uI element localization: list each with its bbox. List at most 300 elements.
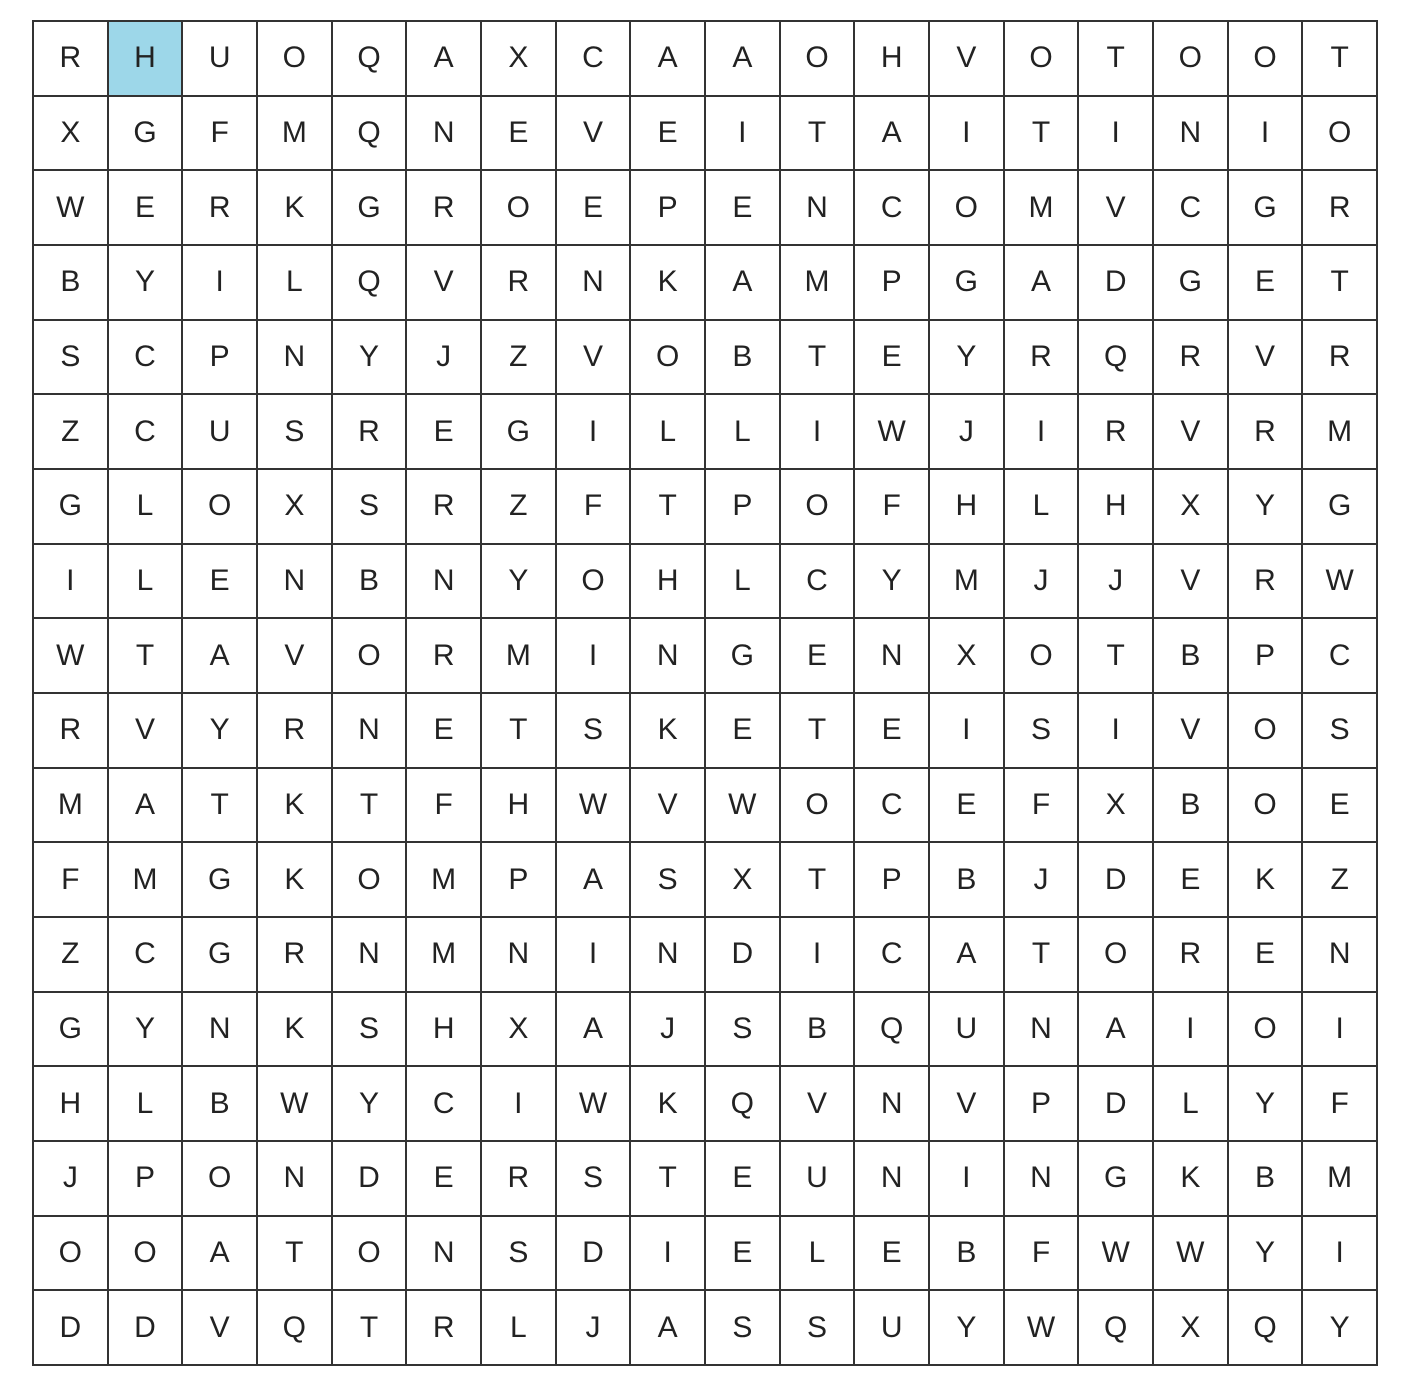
grid-cell-r11-c15[interactable]: E [1154, 843, 1229, 918]
grid-cell-r7-c15[interactable]: V [1154, 545, 1229, 620]
grid-cell-r8-c7[interactable]: I [557, 619, 632, 694]
grid-cell-r17-c2[interactable]: V [183, 1291, 258, 1366]
grid-cell-r12-c2[interactable]: G [183, 918, 258, 993]
grid-cell-r11-c1[interactable]: M [109, 843, 184, 918]
grid-cell-r9-c13[interactable]: S [1005, 694, 1080, 769]
grid-cell-r2-c4[interactable]: G [333, 171, 408, 246]
grid-cell-r3-c16[interactable]: E [1229, 246, 1304, 321]
grid-cell-r15-c3[interactable]: N [258, 1142, 333, 1217]
grid-cell-r16-c0[interactable]: O [34, 1217, 109, 1292]
grid-cell-r1-c11[interactable]: A [855, 97, 930, 172]
grid-cell-r6-c6[interactable]: Z [482, 470, 557, 545]
grid-cell-r16-c16[interactable]: Y [1229, 1217, 1304, 1292]
grid-cell-r10-c16[interactable]: O [1229, 769, 1304, 844]
grid-cell-r6-c3[interactable]: X [258, 470, 333, 545]
grid-cell-r15-c0[interactable]: J [34, 1142, 109, 1217]
grid-cell-r9-c7[interactable]: S [557, 694, 632, 769]
grid-cell-r4-c12[interactable]: Y [930, 321, 1005, 396]
grid-cell-r16-c8[interactable]: I [631, 1217, 706, 1292]
grid-cell-r14-c16[interactable]: Y [1229, 1067, 1304, 1142]
grid-cell-r6-c17[interactable]: G [1303, 470, 1378, 545]
grid-cell-r17-c13[interactable]: W [1005, 1291, 1080, 1366]
grid-cell-r11-c13[interactable]: J [1005, 843, 1080, 918]
grid-cell-r7-c3[interactable]: N [258, 545, 333, 620]
grid-cell-r4-c3[interactable]: N [258, 321, 333, 396]
grid-cell-r2-c1[interactable]: E [109, 171, 184, 246]
grid-cell-r0-c14[interactable]: T [1079, 22, 1154, 97]
grid-cell-r2-c9[interactable]: E [706, 171, 781, 246]
grid-cell-r9-c8[interactable]: K [631, 694, 706, 769]
grid-cell-r5-c1[interactable]: C [109, 395, 184, 470]
grid-cell-r0-c3[interactable]: O [258, 22, 333, 97]
grid-cell-r5-c4[interactable]: R [333, 395, 408, 470]
grid-cell-r5-c6[interactable]: G [482, 395, 557, 470]
grid-cell-r12-c14[interactable]: O [1079, 918, 1154, 993]
grid-cell-r16-c14[interactable]: W [1079, 1217, 1154, 1292]
grid-cell-r15-c6[interactable]: R [482, 1142, 557, 1217]
grid-cell-r12-c9[interactable]: D [706, 918, 781, 993]
grid-cell-r3-c5[interactable]: V [407, 246, 482, 321]
grid-cell-r10-c12[interactable]: E [930, 769, 1005, 844]
grid-cell-r9-c14[interactable]: I [1079, 694, 1154, 769]
grid-cell-r13-c12[interactable]: U [930, 993, 1005, 1068]
grid-cell-r1-c2[interactable]: F [183, 97, 258, 172]
grid-cell-r0-c12[interactable]: V [930, 22, 1005, 97]
grid-cell-r14-c6[interactable]: I [482, 1067, 557, 1142]
grid-cell-r17-c9[interactable]: S [706, 1291, 781, 1366]
grid-cell-r4-c8[interactable]: O [631, 321, 706, 396]
grid-cell-r9-c4[interactable]: N [333, 694, 408, 769]
grid-cell-r17-c5[interactable]: R [407, 1291, 482, 1366]
grid-cell-r6-c4[interactable]: S [333, 470, 408, 545]
grid-cell-r16-c2[interactable]: A [183, 1217, 258, 1292]
grid-cell-r17-c6[interactable]: L [482, 1291, 557, 1366]
grid-cell-r0-c1[interactable]: H [109, 22, 184, 97]
grid-cell-r12-c16[interactable]: E [1229, 918, 1304, 993]
grid-cell-r12-c4[interactable]: N [333, 918, 408, 993]
grid-cell-r9-c10[interactable]: T [781, 694, 856, 769]
grid-cell-r16-c7[interactable]: D [557, 1217, 632, 1292]
grid-cell-r16-c3[interactable]: T [258, 1217, 333, 1292]
grid-cell-r15-c11[interactable]: N [855, 1142, 930, 1217]
grid-cell-r16-c10[interactable]: L [781, 1217, 856, 1292]
grid-cell-r4-c7[interactable]: V [557, 321, 632, 396]
grid-cell-r2-c5[interactable]: R [407, 171, 482, 246]
grid-cell-r11-c8[interactable]: S [631, 843, 706, 918]
grid-cell-r4-c10[interactable]: T [781, 321, 856, 396]
grid-cell-r17-c14[interactable]: Q [1079, 1291, 1154, 1366]
grid-cell-r11-c4[interactable]: O [333, 843, 408, 918]
grid-cell-r12-c10[interactable]: I [781, 918, 856, 993]
grid-cell-r4-c6[interactable]: Z [482, 321, 557, 396]
grid-cell-r14-c17[interactable]: F [1303, 1067, 1378, 1142]
grid-cell-r2-c16[interactable]: G [1229, 171, 1304, 246]
grid-cell-r17-c8[interactable]: A [631, 1291, 706, 1366]
grid-cell-r14-c7[interactable]: W [557, 1067, 632, 1142]
grid-cell-r10-c6[interactable]: H [482, 769, 557, 844]
grid-cell-r6-c7[interactable]: F [557, 470, 632, 545]
grid-cell-r11-c14[interactable]: D [1079, 843, 1154, 918]
grid-cell-r4-c14[interactable]: Q [1079, 321, 1154, 396]
grid-cell-r3-c17[interactable]: T [1303, 246, 1378, 321]
grid-cell-r1-c13[interactable]: T [1005, 97, 1080, 172]
grid-cell-r1-c14[interactable]: I [1079, 97, 1154, 172]
grid-cell-r16-c12[interactable]: B [930, 1217, 1005, 1292]
grid-cell-r15-c5[interactable]: E [407, 1142, 482, 1217]
grid-cell-r6-c5[interactable]: R [407, 470, 482, 545]
grid-cell-r9-c2[interactable]: Y [183, 694, 258, 769]
grid-cell-r17-c17[interactable]: Y [1303, 1291, 1378, 1366]
grid-cell-r6-c2[interactable]: O [183, 470, 258, 545]
grid-cell-r15-c9[interactable]: E [706, 1142, 781, 1217]
grid-cell-r0-c2[interactable]: U [183, 22, 258, 97]
grid-cell-r14-c9[interactable]: Q [706, 1067, 781, 1142]
grid-cell-r11-c0[interactable]: F [34, 843, 109, 918]
grid-cell-r6-c16[interactable]: Y [1229, 470, 1304, 545]
grid-cell-r12-c17[interactable]: N [1303, 918, 1378, 993]
grid-cell-r9-c16[interactable]: O [1229, 694, 1304, 769]
grid-cell-r15-c4[interactable]: D [333, 1142, 408, 1217]
grid-cell-r6-c13[interactable]: L [1005, 470, 1080, 545]
grid-cell-r1-c6[interactable]: E [482, 97, 557, 172]
grid-cell-r10-c17[interactable]: E [1303, 769, 1378, 844]
grid-cell-r10-c14[interactable]: X [1079, 769, 1154, 844]
grid-cell-r2-c0[interactable]: W [34, 171, 109, 246]
grid-cell-r9-c1[interactable]: V [109, 694, 184, 769]
grid-cell-r13-c15[interactable]: I [1154, 993, 1229, 1068]
grid-cell-r15-c12[interactable]: I [930, 1142, 1005, 1217]
grid-cell-r16-c4[interactable]: O [333, 1217, 408, 1292]
grid-cell-r4-c1[interactable]: C [109, 321, 184, 396]
grid-cell-r8-c10[interactable]: E [781, 619, 856, 694]
grid-cell-r3-c12[interactable]: G [930, 246, 1005, 321]
grid-cell-r3-c2[interactable]: I [183, 246, 258, 321]
grid-cell-r3-c11[interactable]: P [855, 246, 930, 321]
grid-cell-r15-c10[interactable]: U [781, 1142, 856, 1217]
grid-cell-r9-c9[interactable]: E [706, 694, 781, 769]
grid-cell-r5-c17[interactable]: M [1303, 395, 1378, 470]
grid-cell-r4-c0[interactable]: S [34, 321, 109, 396]
grid-cell-r7-c7[interactable]: O [557, 545, 632, 620]
grid-cell-r12-c11[interactable]: C [855, 918, 930, 993]
grid-cell-r8-c11[interactable]: N [855, 619, 930, 694]
grid-cell-r7-c8[interactable]: H [631, 545, 706, 620]
grid-cell-r10-c9[interactable]: W [706, 769, 781, 844]
grid-cell-r5-c2[interactable]: U [183, 395, 258, 470]
grid-cell-r4-c4[interactable]: Y [333, 321, 408, 396]
grid-cell-r4-c16[interactable]: V [1229, 321, 1304, 396]
grid-cell-r8-c3[interactable]: V [258, 619, 333, 694]
grid-cell-r9-c11[interactable]: E [855, 694, 930, 769]
grid-cell-r7-c4[interactable]: B [333, 545, 408, 620]
grid-cell-r15-c15[interactable]: K [1154, 1142, 1229, 1217]
grid-cell-r13-c2[interactable]: N [183, 993, 258, 1068]
grid-cell-r16-c1[interactable]: O [109, 1217, 184, 1292]
grid-cell-r10-c3[interactable]: K [258, 769, 333, 844]
grid-cell-r3-c13[interactable]: A [1005, 246, 1080, 321]
grid-cell-r10-c0[interactable]: M [34, 769, 109, 844]
grid-cell-r14-c14[interactable]: D [1079, 1067, 1154, 1142]
grid-cell-r7-c1[interactable]: L [109, 545, 184, 620]
grid-cell-r0-c6[interactable]: X [482, 22, 557, 97]
grid-cell-r1-c1[interactable]: G [109, 97, 184, 172]
grid-cell-r14-c3[interactable]: W [258, 1067, 333, 1142]
grid-cell-r17-c4[interactable]: T [333, 1291, 408, 1366]
grid-cell-r16-c13[interactable]: F [1005, 1217, 1080, 1292]
grid-cell-r17-c3[interactable]: Q [258, 1291, 333, 1366]
grid-cell-r9-c5[interactable]: E [407, 694, 482, 769]
grid-cell-r17-c11[interactable]: U [855, 1291, 930, 1366]
grid-cell-r5-c7[interactable]: I [557, 395, 632, 470]
grid-cell-r10-c1[interactable]: A [109, 769, 184, 844]
grid-cell-r7-c5[interactable]: N [407, 545, 482, 620]
grid-cell-r13-c11[interactable]: Q [855, 993, 930, 1068]
grid-cell-r17-c1[interactable]: D [109, 1291, 184, 1366]
grid-cell-r7-c11[interactable]: Y [855, 545, 930, 620]
grid-cell-r1-c4[interactable]: Q [333, 97, 408, 172]
grid-cell-r5-c16[interactable]: R [1229, 395, 1304, 470]
grid-cell-r15-c16[interactable]: B [1229, 1142, 1304, 1217]
grid-cell-r11-c3[interactable]: K [258, 843, 333, 918]
grid-cell-r14-c15[interactable]: L [1154, 1067, 1229, 1142]
grid-cell-r12-c8[interactable]: N [631, 918, 706, 993]
grid-cell-r0-c13[interactable]: O [1005, 22, 1080, 97]
grid-cell-r6-c8[interactable]: T [631, 470, 706, 545]
grid-cell-r7-c10[interactable]: C [781, 545, 856, 620]
grid-cell-r1-c3[interactable]: M [258, 97, 333, 172]
grid-cell-r8-c6[interactable]: M [482, 619, 557, 694]
grid-cell-r11-c6[interactable]: P [482, 843, 557, 918]
grid-cell-r11-c11[interactable]: P [855, 843, 930, 918]
grid-cell-r0-c10[interactable]: O [781, 22, 856, 97]
grid-cell-r0-c8[interactable]: A [631, 22, 706, 97]
grid-cell-r15-c7[interactable]: S [557, 1142, 632, 1217]
grid-cell-r2-c11[interactable]: C [855, 171, 930, 246]
grid-cell-r12-c3[interactable]: R [258, 918, 333, 993]
grid-cell-r11-c17[interactable]: Z [1303, 843, 1378, 918]
grid-cell-r0-c15[interactable]: O [1154, 22, 1229, 97]
grid-cell-r3-c15[interactable]: G [1154, 246, 1229, 321]
grid-cell-r7-c17[interactable]: W [1303, 545, 1378, 620]
grid-cell-r9-c6[interactable]: T [482, 694, 557, 769]
grid-cell-r13-c5[interactable]: H [407, 993, 482, 1068]
grid-cell-r9-c0[interactable]: R [34, 694, 109, 769]
grid-cell-r7-c12[interactable]: M [930, 545, 1005, 620]
grid-cell-r2-c10[interactable]: N [781, 171, 856, 246]
grid-cell-r10-c8[interactable]: V [631, 769, 706, 844]
grid-cell-r8-c16[interactable]: P [1229, 619, 1304, 694]
grid-cell-r14-c10[interactable]: V [781, 1067, 856, 1142]
grid-cell-r10-c4[interactable]: T [333, 769, 408, 844]
grid-cell-r3-c3[interactable]: L [258, 246, 333, 321]
grid-cell-r14-c4[interactable]: Y [333, 1067, 408, 1142]
grid-cell-r1-c0[interactable]: X [34, 97, 109, 172]
grid-cell-r10-c10[interactable]: O [781, 769, 856, 844]
grid-cell-r2-c8[interactable]: P [631, 171, 706, 246]
grid-cell-r1-c15[interactable]: N [1154, 97, 1229, 172]
grid-cell-r10-c13[interactable]: F [1005, 769, 1080, 844]
grid-cell-r5-c14[interactable]: R [1079, 395, 1154, 470]
grid-cell-r11-c5[interactable]: M [407, 843, 482, 918]
grid-cell-r0-c9[interactable]: A [706, 22, 781, 97]
grid-cell-r8-c17[interactable]: C [1303, 619, 1378, 694]
grid-cell-r3-c8[interactable]: K [631, 246, 706, 321]
grid-cell-r1-c7[interactable]: V [557, 97, 632, 172]
grid-cell-r9-c17[interactable]: S [1303, 694, 1378, 769]
grid-cell-r5-c0[interactable]: Z [34, 395, 109, 470]
grid-cell-r1-c10[interactable]: T [781, 97, 856, 172]
grid-cell-r14-c2[interactable]: B [183, 1067, 258, 1142]
grid-cell-r8-c13[interactable]: O [1005, 619, 1080, 694]
grid-cell-r0-c5[interactable]: A [407, 22, 482, 97]
grid-cell-r13-c8[interactable]: J [631, 993, 706, 1068]
grid-cell-r15-c8[interactable]: T [631, 1142, 706, 1217]
grid-cell-r7-c13[interactable]: J [1005, 545, 1080, 620]
grid-cell-r13-c1[interactable]: Y [109, 993, 184, 1068]
grid-cell-r12-c15[interactable]: R [1154, 918, 1229, 993]
grid-cell-r1-c16[interactable]: I [1229, 97, 1304, 172]
grid-cell-r0-c16[interactable]: O [1229, 22, 1304, 97]
grid-cell-r15-c14[interactable]: G [1079, 1142, 1154, 1217]
grid-cell-r12-c1[interactable]: C [109, 918, 184, 993]
grid-cell-r3-c7[interactable]: N [557, 246, 632, 321]
grid-cell-r10-c2[interactable]: T [183, 769, 258, 844]
grid-cell-r4-c13[interactable]: R [1005, 321, 1080, 396]
grid-cell-r14-c1[interactable]: L [109, 1067, 184, 1142]
grid-cell-r1-c5[interactable]: N [407, 97, 482, 172]
grid-cell-r12-c5[interactable]: M [407, 918, 482, 993]
grid-cell-r15-c13[interactable]: N [1005, 1142, 1080, 1217]
grid-cell-r3-c4[interactable]: Q [333, 246, 408, 321]
grid-cell-r6-c15[interactable]: X [1154, 470, 1229, 545]
grid-cell-r8-c9[interactable]: G [706, 619, 781, 694]
grid-cell-r11-c10[interactable]: T [781, 843, 856, 918]
grid-cell-r7-c6[interactable]: Y [482, 545, 557, 620]
grid-cell-r7-c2[interactable]: E [183, 545, 258, 620]
grid-cell-r11-c12[interactable]: B [930, 843, 1005, 918]
grid-cell-r0-c4[interactable]: Q [333, 22, 408, 97]
grid-cell-r13-c4[interactable]: S [333, 993, 408, 1068]
grid-cell-r13-c7[interactable]: A [557, 993, 632, 1068]
grid-cell-r5-c11[interactable]: W [855, 395, 930, 470]
grid-cell-r3-c1[interactable]: Y [109, 246, 184, 321]
grid-cell-r8-c8[interactable]: N [631, 619, 706, 694]
grid-cell-r3-c9[interactable]: A [706, 246, 781, 321]
grid-cell-r14-c0[interactable]: H [34, 1067, 109, 1142]
grid-cell-r2-c13[interactable]: M [1005, 171, 1080, 246]
grid-cell-r8-c4[interactable]: O [333, 619, 408, 694]
grid-cell-r10-c7[interactable]: W [557, 769, 632, 844]
grid-cell-r10-c15[interactable]: B [1154, 769, 1229, 844]
grid-cell-r4-c15[interactable]: R [1154, 321, 1229, 396]
grid-cell-r15-c1[interactable]: P [109, 1142, 184, 1217]
grid-cell-r9-c12[interactable]: I [930, 694, 1005, 769]
grid-cell-r17-c15[interactable]: X [1154, 1291, 1229, 1366]
grid-cell-r2-c14[interactable]: V [1079, 171, 1154, 246]
grid-cell-r6-c9[interactable]: P [706, 470, 781, 545]
grid-cell-r8-c1[interactable]: T [109, 619, 184, 694]
grid-cell-r17-c16[interactable]: Q [1229, 1291, 1304, 1366]
grid-cell-r13-c13[interactable]: N [1005, 993, 1080, 1068]
grid-cell-r4-c17[interactable]: R [1303, 321, 1378, 396]
grid-cell-r6-c1[interactable]: L [109, 470, 184, 545]
grid-cell-r2-c17[interactable]: R [1303, 171, 1378, 246]
grid-cell-r17-c10[interactable]: S [781, 1291, 856, 1366]
grid-cell-r17-c12[interactable]: Y [930, 1291, 1005, 1366]
grid-cell-r5-c9[interactable]: L [706, 395, 781, 470]
grid-cell-r2-c12[interactable]: O [930, 171, 1005, 246]
grid-cell-r4-c5[interactable]: J [407, 321, 482, 396]
grid-cell-r5-c5[interactable]: E [407, 395, 482, 470]
grid-cell-r13-c0[interactable]: G [34, 993, 109, 1068]
grid-cell-r10-c5[interactable]: F [407, 769, 482, 844]
grid-cell-r13-c14[interactable]: A [1079, 993, 1154, 1068]
grid-cell-r16-c9[interactable]: E [706, 1217, 781, 1292]
grid-cell-r16-c5[interactable]: N [407, 1217, 482, 1292]
grid-cell-r14-c12[interactable]: V [930, 1067, 1005, 1142]
grid-cell-r2-c2[interactable]: R [183, 171, 258, 246]
grid-cell-r9-c15[interactable]: V [1154, 694, 1229, 769]
grid-cell-r9-c3[interactable]: R [258, 694, 333, 769]
grid-cell-r7-c14[interactable]: J [1079, 545, 1154, 620]
grid-cell-r0-c11[interactable]: H [855, 22, 930, 97]
grid-cell-r8-c14[interactable]: T [1079, 619, 1154, 694]
grid-cell-r2-c6[interactable]: O [482, 171, 557, 246]
grid-cell-r4-c11[interactable]: E [855, 321, 930, 396]
grid-cell-r7-c0[interactable]: I [34, 545, 109, 620]
grid-cell-r17-c7[interactable]: J [557, 1291, 632, 1366]
grid-cell-r12-c13[interactable]: T [1005, 918, 1080, 993]
grid-cell-r11-c7[interactable]: A [557, 843, 632, 918]
grid-cell-r12-c6[interactable]: N [482, 918, 557, 993]
grid-cell-r0-c0[interactable]: R [34, 22, 109, 97]
grid-cell-r10-c11[interactable]: C [855, 769, 930, 844]
grid-cell-r13-c10[interactable]: B [781, 993, 856, 1068]
grid-cell-r5-c12[interactable]: J [930, 395, 1005, 470]
grid-cell-r5-c3[interactable]: S [258, 395, 333, 470]
grid-cell-r8-c2[interactable]: A [183, 619, 258, 694]
grid-cell-r5-c8[interactable]: L [631, 395, 706, 470]
grid-cell-r8-c15[interactable]: B [1154, 619, 1229, 694]
grid-cell-r1-c17[interactable]: O [1303, 97, 1378, 172]
grid-cell-r3-c10[interactable]: M [781, 246, 856, 321]
grid-cell-r8-c5[interactable]: R [407, 619, 482, 694]
grid-cell-r12-c0[interactable]: Z [34, 918, 109, 993]
grid-cell-r14-c5[interactable]: C [407, 1067, 482, 1142]
grid-cell-r14-c8[interactable]: K [631, 1067, 706, 1142]
grid-cell-r0-c7[interactable]: C [557, 22, 632, 97]
grid-cell-r2-c15[interactable]: C [1154, 171, 1229, 246]
grid-cell-r8-c12[interactable]: X [930, 619, 1005, 694]
grid-cell-r17-c0[interactable]: D [34, 1291, 109, 1366]
grid-cell-r2-c7[interactable]: E [557, 171, 632, 246]
grid-cell-r14-c13[interactable]: P [1005, 1067, 1080, 1142]
grid-cell-r3-c6[interactable]: R [482, 246, 557, 321]
grid-cell-r12-c12[interactable]: A [930, 918, 1005, 993]
grid-cell-r7-c9[interactable]: L [706, 545, 781, 620]
grid-cell-r2-c3[interactable]: K [258, 171, 333, 246]
grid-cell-r0-c17[interactable]: T [1303, 22, 1378, 97]
grid-cell-r16-c15[interactable]: W [1154, 1217, 1229, 1292]
grid-cell-r6-c0[interactable]: G [34, 470, 109, 545]
grid-cell-r11-c2[interactable]: G [183, 843, 258, 918]
grid-cell-r13-c3[interactable]: K [258, 993, 333, 1068]
grid-cell-r6-c11[interactable]: F [855, 470, 930, 545]
grid-cell-r7-c16[interactable]: R [1229, 545, 1304, 620]
grid-cell-r4-c2[interactable]: P [183, 321, 258, 396]
grid-cell-r15-c17[interactable]: M [1303, 1142, 1378, 1217]
grid-cell-r13-c17[interactable]: I [1303, 993, 1378, 1068]
